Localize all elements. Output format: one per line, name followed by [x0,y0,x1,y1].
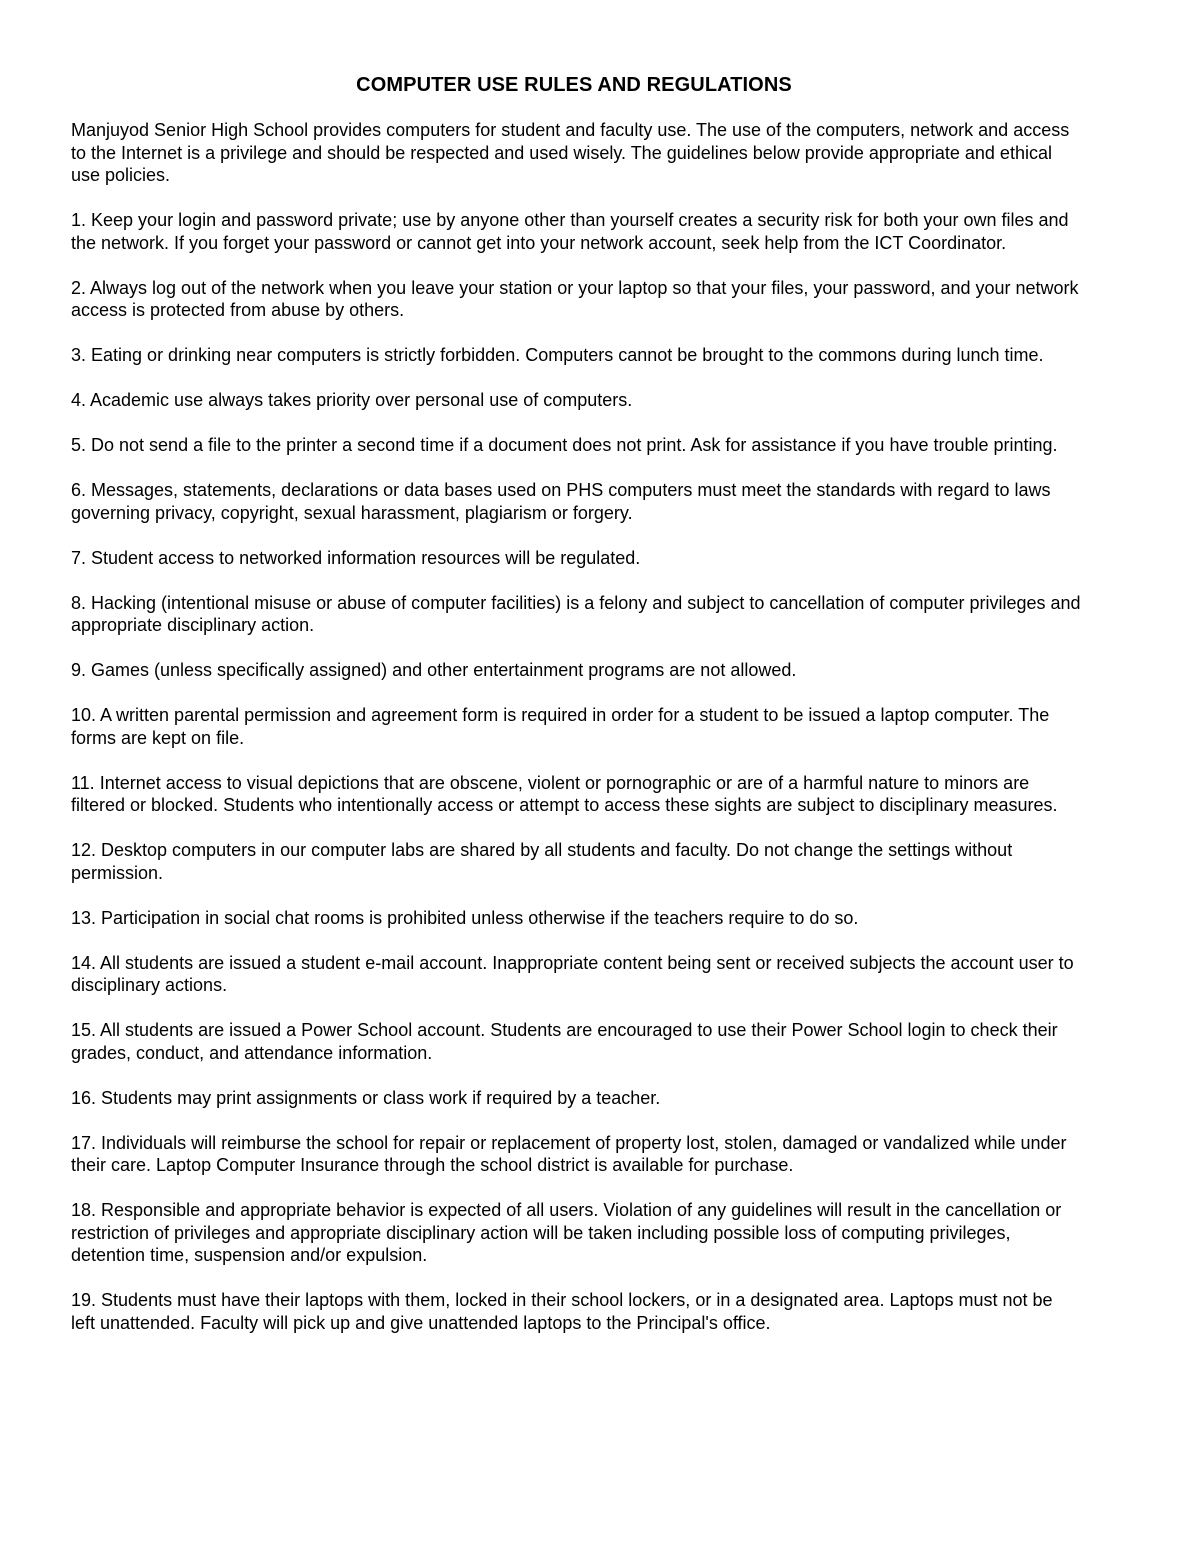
rule-1: 1. Keep your login and password private; use by anyone other than yourself creates a security risk for both your own files and the network. If you forget your password or cannot get into your network account, seek help from the ICT Coordinator. [71,210,1069,253]
rule-8: 8. Hacking (intentional misuse or abuse of computer facilities) is a felony and subject to cancellation of computer privileges and appropriate disciplinary action. [71,592,1081,635]
rule-9: 9. Games (unless specifically assigned) and other entertainment programs are not allowed. [71,660,797,680]
rule-3: 3. Eating or drinking near computers is strictly forbidden. Computers cannot be brought to the commons during lunch time. [71,345,1044,365]
rule-14: 14. All students are issued a student e-mail account. Inappropriate content being sent or received subjects the account user to disciplinary actions. [71,952,1074,995]
rule-2: 2. Always log out of the network when you leave your station or your laptop so that your files, your password, and your network access is protected from abuse by others. [71,277,1079,320]
rule-4: 4. Academic use always takes priority over personal use of computers. [71,390,633,410]
intro-paragraph: Manjuyod Senior High School provides computers for student and faculty use. The use of the computers, network and access to the Internet is a privilege and should be respected and used wisely. The guidelines below provide appropriate and ethical use policies. [71,120,1070,185]
rule-15: 15. All students are issued a Power School account. Students are encouraged to use their Power School login to check their grades, conduct, and attendance information. [71,1020,1058,1063]
rule-12: 12. Desktop computers in our computer labs are shared by all students and faculty. Do not change the settings without permission. [71,840,1013,883]
rule-13: 13. Participation in social chat rooms is prohibited unless otherwise if the teachers require to do so. [71,907,859,928]
rule-19: 19. Students must have their laptops with them, locked in their school lockers, or in a designated area. Laptops must not be left unattended. Faculty will pick up and give unattended laptops to the Principal's office. [71,1290,1053,1333]
rule-5: 5. Do not send a file to the printer a second time if a document does not print. Ask for assistance if you have trouble printing. [71,435,1058,455]
document-page [71,72,1131,1357]
rule-10: 10. A written parental permission and agreement form is required in order for a student to be issued a laptop computer. The forms are kept on file. [71,705,1050,748]
rule-11: 11. Internet access to visual depictions that are obscene, violent or pornographic or are of a harmful nature to minors are filtered or blocked. Students who intentionally access or attempt to access these sights are subject to disciplinary measures. [71,772,1058,815]
rule-7: 7. Student access to networked information resources will be regulated. [71,547,641,568]
rule-16: 16. Students may print assignments or class work if required by a teacher. [71,1087,661,1108]
rule-17: 17. Individuals will reimburse the school for repair or replacement of property lost, stolen, damaged or vandalized while under their care. Laptop Computer Insurance through the school district is available for purchase. [71,1132,1067,1175]
document-title: COMPUTER USE RULES AND REGULATIONS [356,74,792,96]
rule-6: 6. Messages, statements, declarations or data bases used on PHS computers must meet the standards with regard to laws governing privacy, copyright, sexual harassment, plagiarism or forgery. [71,480,1051,523]
rule-18: 18. Responsible and appropriate behavior is expected of all users. Violation of any guidelines will result in the cancellation or restriction of privileges and appropriate disciplinary action will be taken including possible loss of computing privileges, detention time, suspension and/or expulsion. [71,1200,1062,1265]
